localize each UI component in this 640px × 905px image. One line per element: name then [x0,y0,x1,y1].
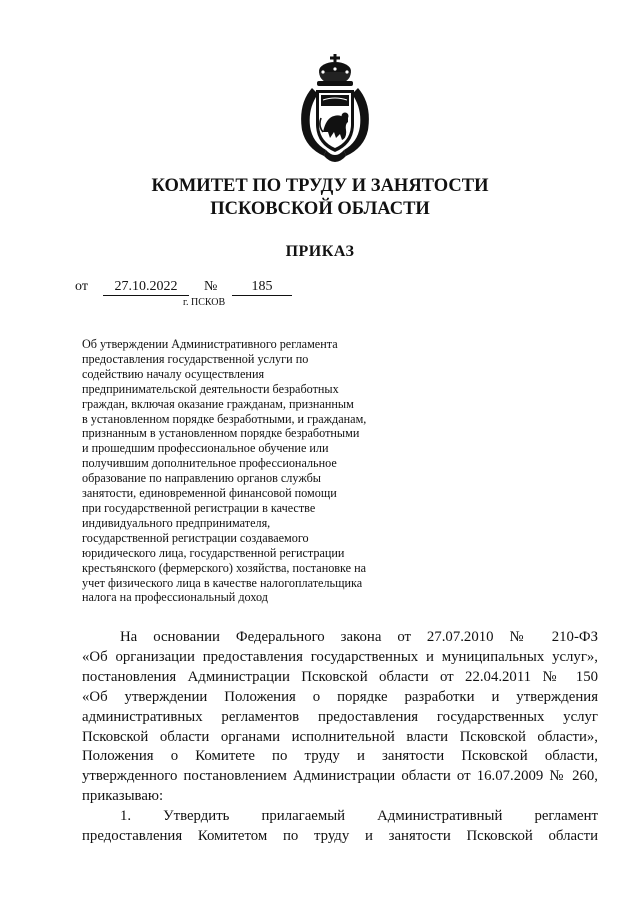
subject-line: признанным в установленном порядке безработными [82,426,360,441]
body-line: «Об утверждении Положения о порядке разработки и утверждения [82,688,598,705]
body-line: предоставления Комитетом по труду и занятости Псковской области [82,828,598,845]
organization-name-line-1: КОМИТЕТ ПО ТРУДУ И ЗАНЯТОСТИ [151,176,489,196]
subject-line: крестьянского (фермерского) хозяйства, постановке на [82,560,367,575]
city-label: г. ПСКОВ [183,297,226,308]
subject-line: предпринимательской деятельности безработных [82,381,339,396]
subject-line: налога на профессиональный доход [82,590,268,605]
order-date: 27.10.2022 [103,279,189,296]
body-line: административных регламентов предоставления государственных услуг [82,708,598,725]
subject-line: при государственной регистрации в качестве [82,500,316,515]
subject-line: граждан, включая оказание гражданам, признанным [82,396,354,411]
organization-name-line-2: ПСКОВСКОЙ ОБЛАСТИ [210,199,430,219]
subject-line: и прошедшим профессиональное обучение или [82,441,329,456]
order-number: 185 [232,279,292,296]
crown-icon [317,54,353,86]
body-line: «Об организации предоставления государственных и муниципальных услуг», [82,648,598,665]
body-line: 1. Утвердить прилагаемый Административный регламент [120,808,598,825]
coat-of-arms-emblem [290,52,380,172]
subject-line: государственной регистрации создаваемого [82,530,309,545]
subject-line: предоставления государственной услуги по [82,351,309,366]
number-label: № [204,279,218,294]
subject-line: Об утверждении Административного регламента [82,337,338,351]
subject-line: содействию началу осуществления [82,366,265,381]
subject-line: юридического лица, государственной регистрации [82,545,345,560]
order-subject [82,337,402,605]
date-from-label: от [75,279,88,294]
document-type-title: ПРИКАЗ [285,243,355,260]
body-line: Положения о Комитете по труду и занятости Псковской области, [82,748,598,765]
subject-line: индивидуального предпринимателя, [82,515,271,530]
subject-line: занятости, единовременной финансовой помощи [82,486,337,501]
shield-icon [316,90,354,152]
subject-line: в установленном порядке безработными, и гражданам, [82,411,367,426]
subject-line: образование по направлению органов службы [82,471,321,486]
body-line: утвержденного постановлением Администрации области от 16.07.2009 № 260, [82,768,598,785]
body-line: Псковской области органами исполнительной власти Псковской области», [82,728,598,745]
subject-line: учет физического лица в качестве налогоплательщика [82,575,363,590]
body-line: На основании Федерального закона от 27.07.2010 № 210-ФЗ [120,629,598,645]
body-line: постановления Администрации Псковской области от 22.04.2011 № 150 [82,668,598,685]
subject-line: получившим дополнительное профессиональное [82,456,337,471]
body-line: приказываю: [82,788,164,805]
order-body [82,628,598,847]
